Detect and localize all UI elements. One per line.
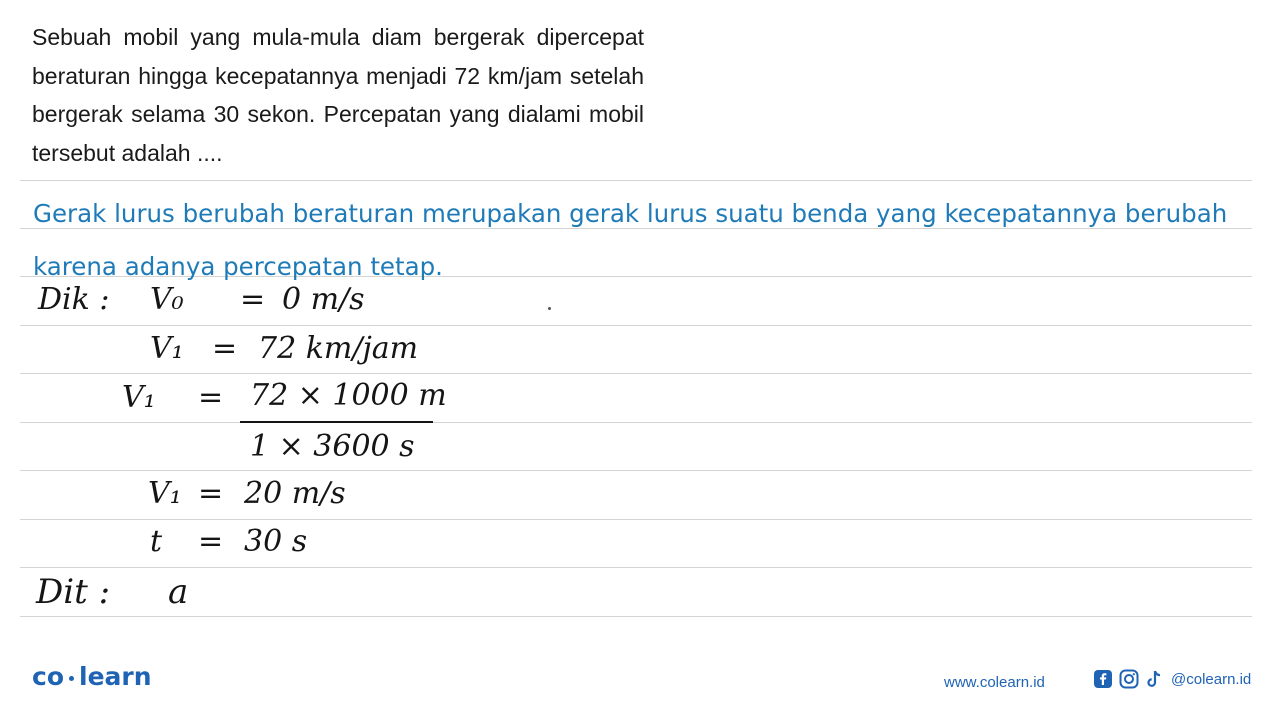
dik-label: Dik :	[38, 282, 110, 317]
v0-equals: =	[240, 282, 266, 317]
v1-equals: =	[198, 380, 224, 415]
colearn-logo	[32, 662, 152, 691]
facebook-icon[interactable]	[1093, 669, 1113, 689]
fraction-bar	[240, 421, 433, 423]
stray-dot	[548, 307, 551, 310]
v0-label: V₀	[150, 282, 184, 317]
v1-label: V₁	[122, 380, 156, 415]
t-equals: =	[198, 524, 224, 559]
v1-label: V₁	[150, 331, 184, 366]
v1-value-ms: 20 m/s	[244, 476, 346, 511]
rule-line	[20, 470, 1252, 471]
rule-line	[20, 373, 1252, 374]
rule-line	[20, 567, 1252, 568]
question-text: Sebuah mobil yang mula-mula diam bergerak dipercepat beraturan hingga kecepatannya menjadi 72 km/jam setelah bergerak selama 30 sekon. Percepatan yang dialami mobil tersebut adalah ....	[32, 24, 644, 166]
conversion-denominator: 1 × 3600 s	[250, 429, 415, 464]
conversion-numerator: 72 × 1000 m	[250, 378, 447, 413]
dit-label: Dit :	[36, 572, 111, 612]
theory-line-1: Gerak lurus berubah beraturan merupakan gerak lurus suatu benda yang kecepatannya berubah	[33, 199, 1228, 228]
t-label: t	[150, 524, 163, 559]
v1-label: V₁	[148, 476, 182, 511]
rule-line	[20, 422, 1252, 423]
social-handle[interactable]: @colearn.id	[1171, 670, 1252, 688]
instagram-icon[interactable]	[1119, 669, 1139, 689]
rule-line	[20, 325, 1252, 326]
theory-line-2: karena adanya percepatan tetap.	[33, 252, 443, 281]
logo-text-right: learn	[79, 662, 152, 691]
website-link[interactable]: www.colearn.id	[944, 674, 1045, 691]
rule-line	[20, 180, 1252, 181]
v1-equals: =	[212, 331, 238, 366]
logo-text-left: co	[32, 662, 64, 691]
dit-value: a	[168, 572, 189, 612]
v1-equals: =	[198, 476, 224, 511]
rule-line	[20, 228, 1252, 229]
rule-line	[20, 616, 1252, 617]
rule-line	[20, 519, 1252, 520]
v0-value: 0 m/s	[282, 282, 365, 317]
v1-value-kmjam: 72 km/jam	[258, 331, 419, 366]
tiktok-icon[interactable]	[1145, 669, 1163, 689]
t-value: 30 s	[244, 524, 308, 559]
logo-dot	[69, 676, 74, 681]
social-links	[1093, 669, 1251, 689]
